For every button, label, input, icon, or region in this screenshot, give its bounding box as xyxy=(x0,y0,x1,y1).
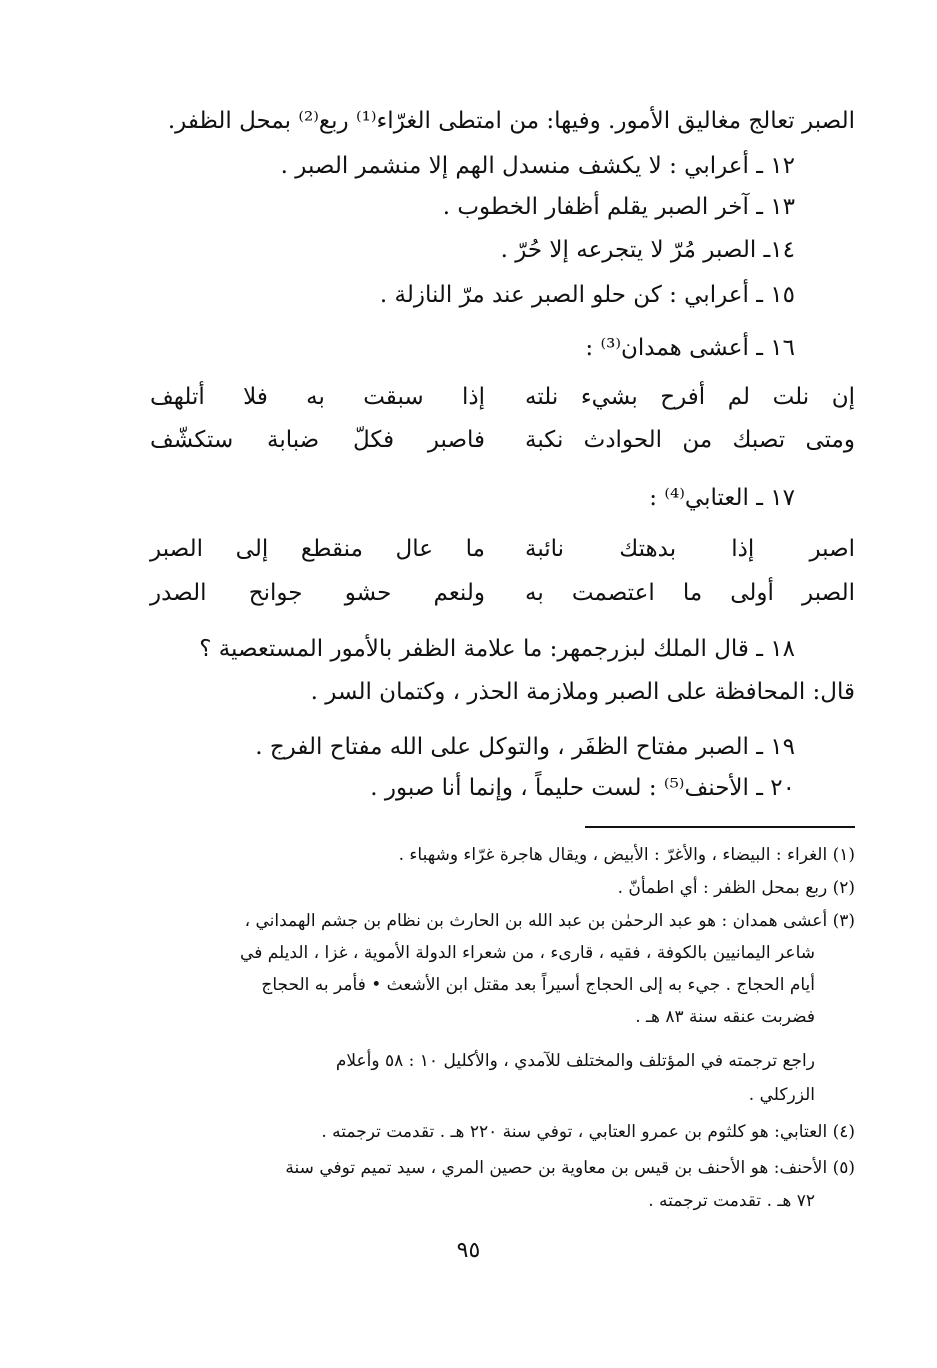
list-item: ١٩ ـ الصبر مفتاح الظفَر ، والتوكل على الله مفتاح الفرج . xyxy=(255,734,795,760)
footnote-continuation: الزركلي . xyxy=(748,1085,815,1105)
footnote-continuation: راجع ترجمته في المؤتلف والمختلف للآمدي ، والأكليل ١٠ : ٥٨ وأعلام xyxy=(335,1051,815,1071)
footnote: (٥) الأحنف: هو الأحنف بن قيس بن معاوية بن حصين المري ، سيد تميم توفي سنة xyxy=(285,1158,855,1178)
footnote-continuation: فضربت عنقه سنة ٨٣ هـ . xyxy=(635,1007,815,1027)
text-line: قال: المحافظة على الصبر وملازمة الحذر ، وكتمان السر . xyxy=(310,679,855,705)
list-item: ١٥ ـ أعرابي : كن حلو الصبر عند مرّ النازلة . xyxy=(379,282,795,308)
footnote: (٣) أعشى همدان : هو عبد الرحمٰن بن عبد الله بن الحارث بن نظام بن جشم الهمداني ، xyxy=(244,911,855,931)
poem-verse xyxy=(150,427,855,461)
text-line: الصبر تعالج مغاليق الأمور. وفيها: من امتطى الغرّاء⁽¹⁾ ربع⁽²⁾ بمحل الظفر. xyxy=(167,108,855,134)
footnote-continuation: ٧٢ هـ . تقدمت ترجمته . xyxy=(648,1191,815,1211)
poem-verse xyxy=(150,536,855,570)
list-item: ١٢ ـ أعرابي : لا يكشف منسدل الهم إلا منشمر الصبر . xyxy=(280,153,795,179)
hemistich-second: ما عال منقطع إلى الصبر xyxy=(150,536,485,562)
hemistich-second: إذا سبقت به فلا أتلهف xyxy=(150,384,485,410)
hemistich-first: الصبر أولى ما اعتصمت به xyxy=(525,580,855,606)
list-item: ١٨ ـ قال الملك لبزرجمهر: ما علامة الظفر بالأمور المستعصية ؟ xyxy=(199,636,795,662)
footnote: (٤) العتابي: هو كلثوم بن عمرو العتابي ، توفي سنة ٢٢٠ هـ . تقدمت ترجمته . xyxy=(321,1122,855,1142)
hemistich-second: فاصبر فكلّ ضبابة ستكشّف xyxy=(150,427,485,453)
list-item: ١٦ ـ أعشى همدان⁽³⁾ : xyxy=(585,335,795,361)
page-number: ٩٥ xyxy=(456,1238,481,1263)
poem-verse xyxy=(150,580,855,614)
hemistich-first: ومتى تصبك من الحوادث نكبة xyxy=(525,427,855,453)
list-item: ١٧ ـ العتابي⁽⁴⁾ : xyxy=(649,485,795,511)
hemistich-second: ولنعم حشو جوانح الصدر xyxy=(150,580,485,606)
footnote-divider xyxy=(585,826,855,828)
poem-verse xyxy=(150,384,855,418)
footnote: (٢) ربع بمحل الظفر : أي اطمأنّ . xyxy=(617,878,855,898)
footnote: (١) الغراء : البيضاء ، والأغرّ : الأبيض ، ويقال هاجرة غرّاء وشهباء . xyxy=(398,845,855,865)
footnote-continuation: أيام الحجاج . جيء به إلى الحجاج أسيراً بعد مقتل ابن الأشعث • فأمر به الحجاج xyxy=(261,975,815,995)
footnote-continuation: شاعر اليمانيين بالكوفة ، فقيه ، قارىء ، من شعراء الدولة الأموية ، غزا ، الديلم في xyxy=(240,943,815,963)
list-item: ١٤ـ الصبر مُرّ لا يتجرعه إلا حُرّ . xyxy=(500,237,795,263)
list-item: ٢٠ ـ الأحنف⁽⁵⁾ : لست حليماً ، وإنما أنا صبور . xyxy=(370,775,795,801)
hemistich-first: إن نلت لم أفرح بشيء نلته xyxy=(525,384,855,410)
list-item: ١٣ ـ آخر الصبر يقلم أظفار الخطوب . xyxy=(442,194,795,220)
hemistich-first: اصبر إذا بدهتك نائبة xyxy=(525,536,855,562)
